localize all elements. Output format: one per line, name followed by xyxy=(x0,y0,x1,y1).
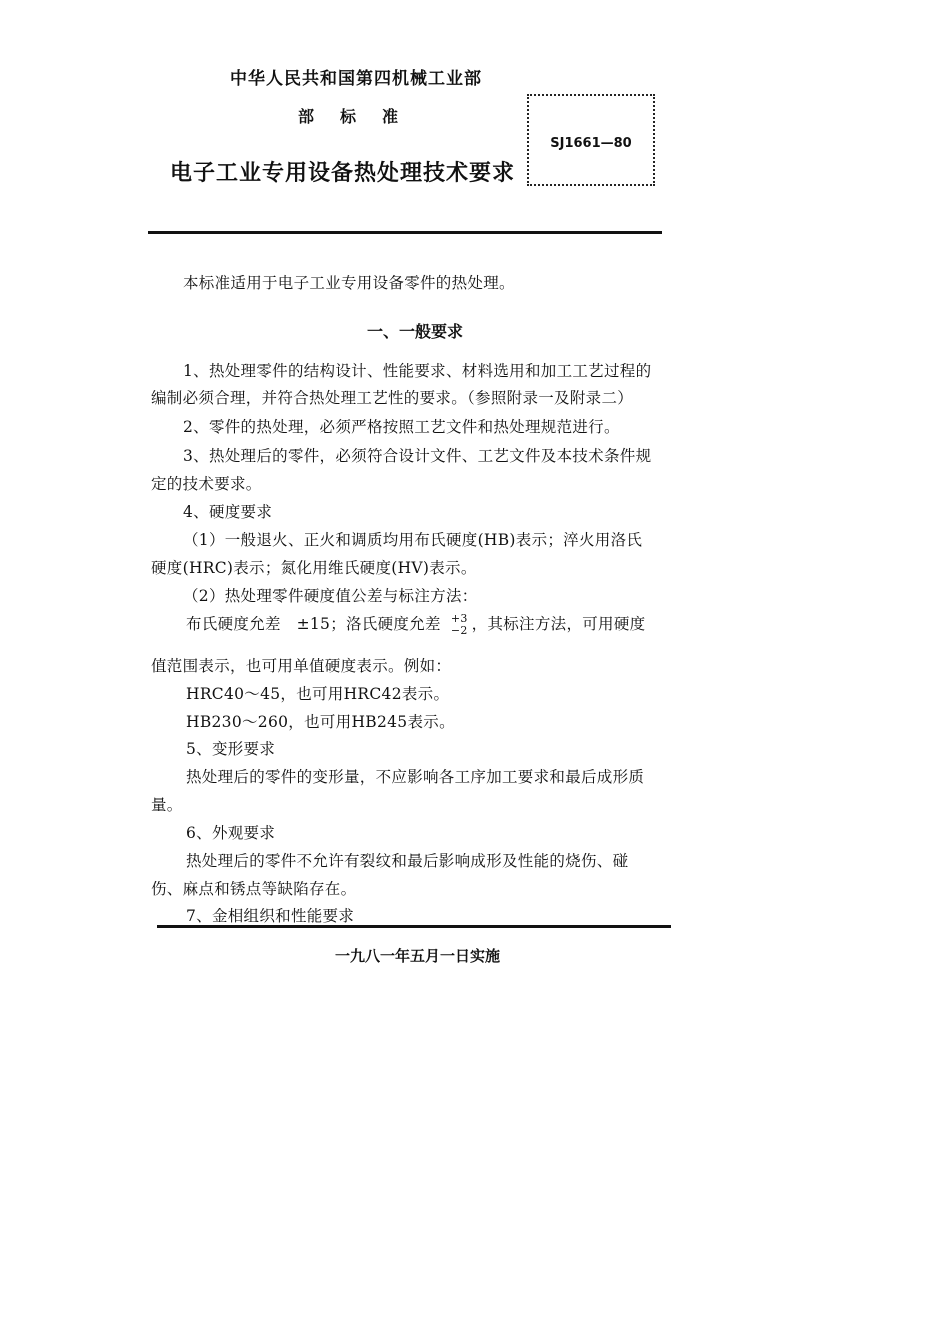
paragraph-line: 伤、麻点和锈点等缺陷存在。 xyxy=(151,879,357,898)
standard-type-label: 部标准 xyxy=(298,107,425,126)
paragraph-line: 2、零件的热处理，必须严格按照工艺文件和热处理规范进行。 xyxy=(183,417,620,436)
scope-statement: 本标准适用于电子工业专用设备零件的热处理。 xyxy=(183,273,515,292)
ministry-name: 中华人民共和国第四机械工业部 xyxy=(230,69,482,89)
paragraph-line: （1）一般退火、正火和调质均用布氏硬度(HB)表示；淬火用洛氏 xyxy=(183,530,643,549)
paragraph-line: （2）热处理零件硬度值公差与标注方法： xyxy=(183,586,478,605)
paragraph-line: 定的技术要求。 xyxy=(151,474,262,493)
paragraph-line: HRC40～45，也可用HRC42表示。 xyxy=(186,684,450,703)
tolerance-line xyxy=(186,612,645,637)
header-divider xyxy=(148,231,662,234)
paragraph-line: 4、硬度要求 xyxy=(183,502,273,521)
standard-code: SJ1661—80 xyxy=(550,136,632,151)
tolerance-fraction xyxy=(451,613,468,637)
tolerance-text-before: 布氏硬度允差 ±15；洛氏硬度允差 xyxy=(186,614,441,633)
section-heading: 一、一般要求 xyxy=(367,322,464,342)
paragraph-line: 热处理后的零件不允许有裂纹和最后影响成形及性能的烧伤、碰 xyxy=(186,851,629,870)
paragraph-line: 6、外观要求 xyxy=(186,823,276,842)
document-title: 电子工业专用设备热处理技术要求 xyxy=(170,161,516,186)
paragraph-line: 7、金相组织和性能要求 xyxy=(186,906,355,925)
paragraph-line: 硬度(HRC)表示；氮化用维氏硬度(HV)表示。 xyxy=(151,558,477,577)
standard-code-box xyxy=(527,94,655,186)
tolerance-upper: +3 xyxy=(450,611,468,625)
paragraph-line: 编制必须合理，并符合热处理工艺性的要求。（参照附录一及附录二） xyxy=(151,388,634,407)
tolerance-text-after: ，其标注方法，可用硬度 xyxy=(471,614,646,633)
footer-divider xyxy=(157,925,671,928)
paragraph-line: HB230～260，也可用HB245表示。 xyxy=(186,712,455,731)
effective-date: 一九八一年五月一日实施 xyxy=(335,947,501,965)
paragraph-line: 1、热处理零件的结构设计、性能要求、材料选用和加工工艺过程的 xyxy=(183,361,652,380)
paragraph-line: 热处理后的零件的变形量，不应影响各工序加工要求和最后成形质 xyxy=(186,767,645,786)
paragraph-line: 量。 xyxy=(151,795,183,814)
tolerance-lower: −2 xyxy=(450,623,468,637)
paragraph-line: 5、变形要求 xyxy=(186,739,276,758)
paragraph-line: 3、热处理后的零件，必须符合设计文件、工艺文件及本技术条件规 xyxy=(183,446,652,465)
paragraph-line: 值范围表示，也可用单值硬度表示。例如： xyxy=(151,656,452,675)
